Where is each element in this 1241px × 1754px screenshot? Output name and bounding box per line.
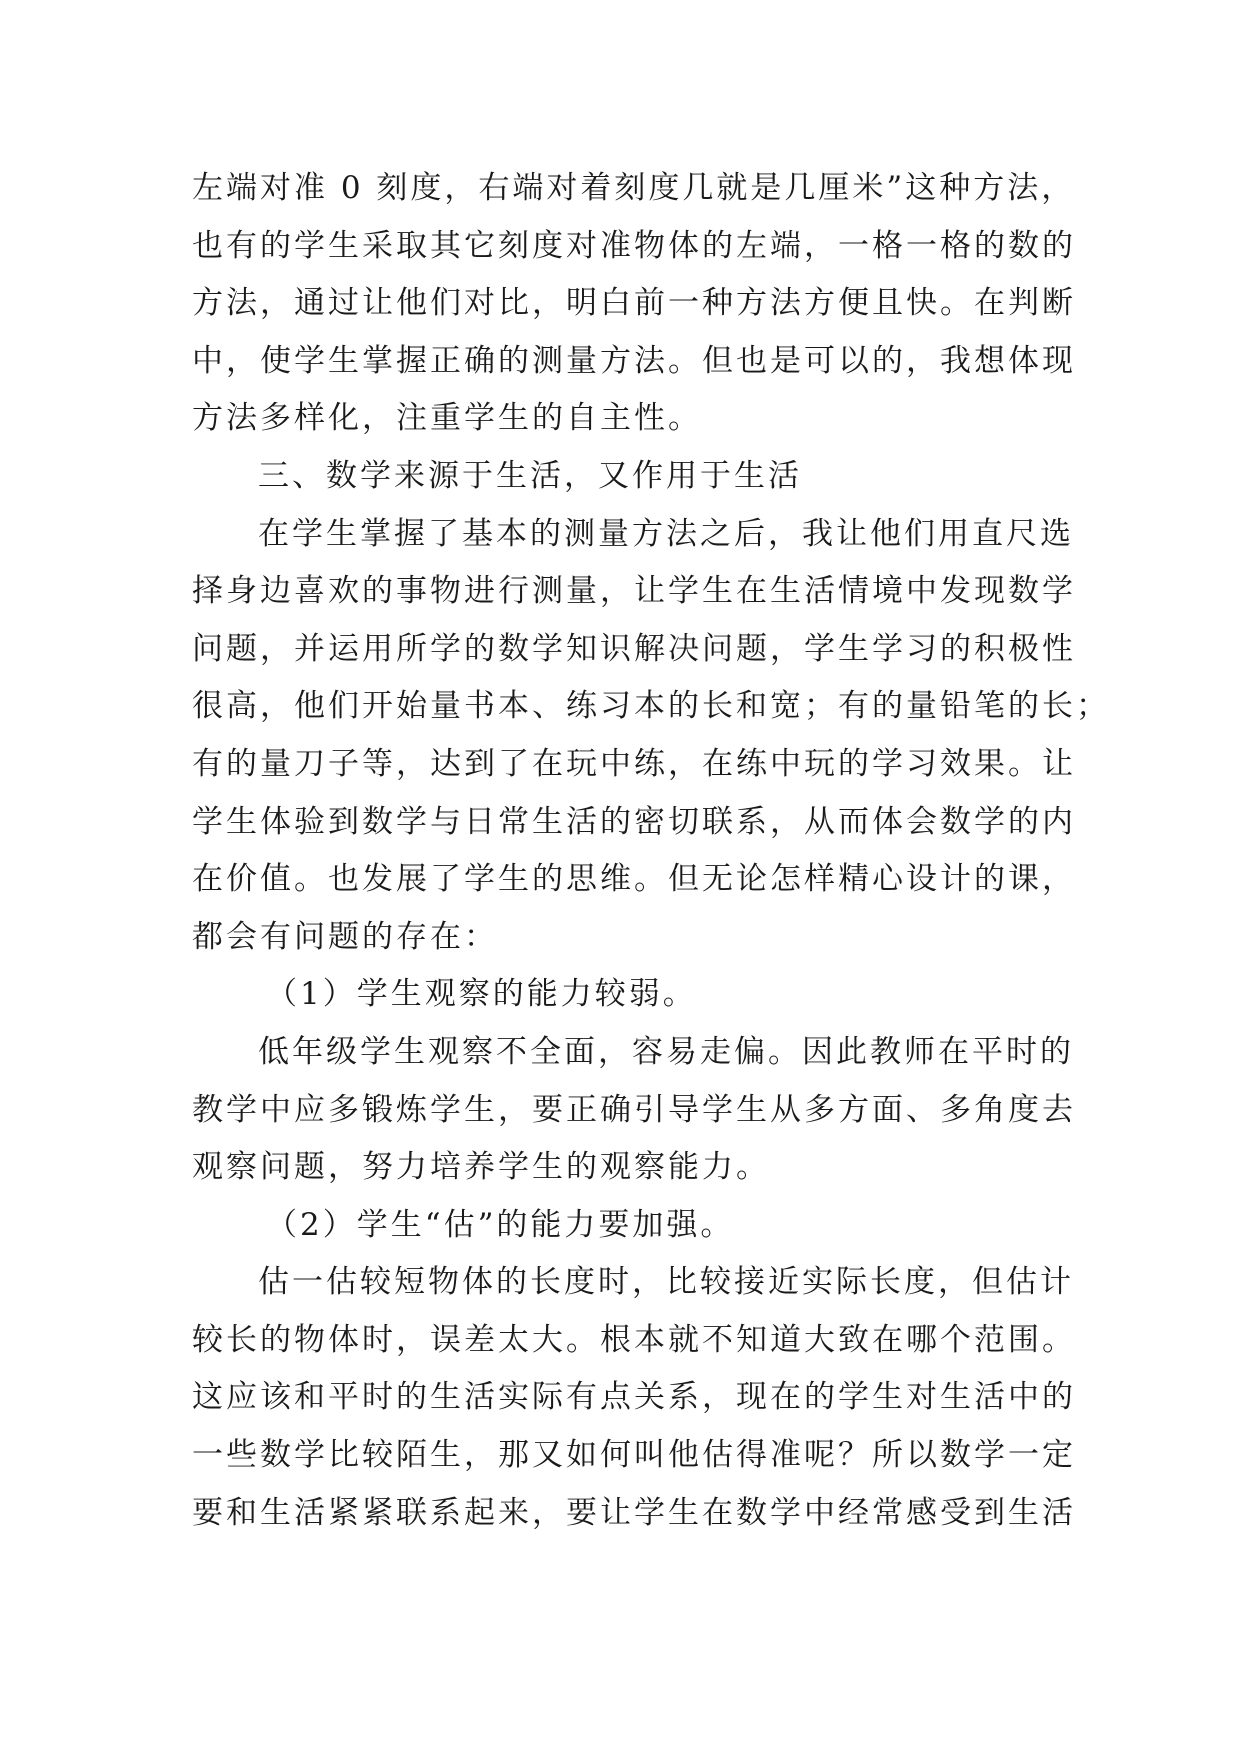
- text-line: 学生体验到数学与日常生活的密切联系，从而体会数学的内: [192, 803, 1076, 840]
- text-line: 低年级学生观察不全面，容易走偏。因此教师在平时的: [258, 1033, 1074, 1070]
- text-line: 都会有问题的存在：: [192, 918, 498, 955]
- text-line: 中，使学生掌握正确的测量方法。但也是可以的，我想体现: [192, 342, 1076, 379]
- text-line: 问题，并运用所学的数学知识解决问题，学生学习的积极性: [192, 630, 1076, 667]
- text-line: 一些数学比较陌生，那又如何叫他估得准呢？所以数学一定: [192, 1437, 1076, 1474]
- text-line: 也有的学生采取其它刻度对准物体的左端，一格一格的数的: [192, 227, 1076, 264]
- text-line: 估一估较短物体的长度时，比较接近实际长度，但估计: [258, 1264, 1074, 1301]
- text-line: 方法，通过让他们对比，明白前一种方法方便且快。在判断: [192, 285, 1076, 322]
- text-line: 要和生活紧紧联系起来，要让学生在数学中经常感受到生活: [192, 1494, 1076, 1531]
- text-line: 很高，他们开始量书本、练习本的长和宽；有的量铅笔的长；: [192, 688, 1110, 725]
- text-line: 教学中应多锻炼学生，要正确引导学生从多方面、多角度去: [192, 1091, 1076, 1128]
- text-line: 方法多样化，注重学生的自主性。: [192, 400, 702, 437]
- text-line: 较长的物体时，误差太大。根本就不知道大致在哪个范围。: [192, 1321, 1076, 1358]
- subheading: （1）学生观察的能力较弱。: [266, 976, 697, 1013]
- text-line: 左端对准 0 刻度，右端对着刻度几就是几厘米”这种方法，: [192, 170, 1076, 206]
- text-line: 这应该和平时的生活实际有点关系，现在的学生对生活中的: [192, 1379, 1076, 1416]
- section-heading: 三、数学来源于生活，又作用于生活: [258, 457, 802, 494]
- text-line: 观察问题，努力培养学生的观察能力。: [192, 1149, 770, 1186]
- text-line: 择身边喜欢的事物进行测量，让学生在生活情境中发现数学: [192, 573, 1076, 610]
- document-body: [192, 160, 1110, 1542]
- text-line: 在学生掌握了基本的测量方法之后，我让他们用直尺选: [258, 515, 1074, 552]
- text-line: 有的量刀子等，达到了在玩中练，在练中玩的学习效果。让: [192, 745, 1076, 782]
- subheading: （2）学生“估”的能力要加强。: [266, 1206, 735, 1243]
- text-line: 在价值。也发展了学生的思维。但无论怎样精心设计的课，: [192, 861, 1076, 898]
